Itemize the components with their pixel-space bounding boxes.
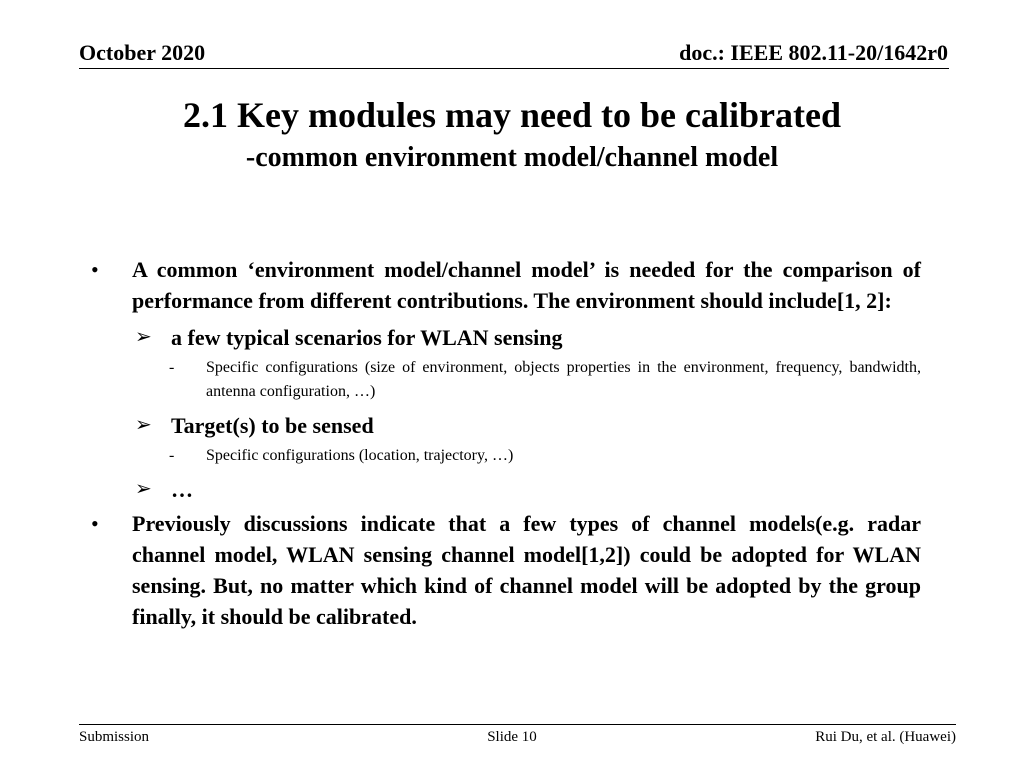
bullet-marker: • [91,257,99,282]
dash-marker: - [169,447,175,464]
footer-divider [79,724,956,725]
subitem-text: a few typical scenarios for WLAN sensing [171,325,563,350]
detail-scenarios [83,356,921,404]
arrow-bullet-icon: ➢ [135,414,152,436]
slide-title: 2.1 Key modules may need to be calibrated [183,95,841,135]
subitem-text: Target(s) to be sensed [171,413,374,438]
detail-text: Specific configurations (size of environment, objects properties in the environment, frequency, bandwidth, antenna configuration, …) [206,359,921,400]
detail-targets [83,444,921,468]
bullet-marker: • [91,511,99,536]
footer-authors: Rui Du, et al. (Huawei) [815,729,956,745]
slide-body [83,254,921,632]
slide-subtitle: -common environment model/channel model [245,142,779,173]
footer-slide-number: Slide 10 [487,729,537,745]
dash-marker: - [169,359,175,376]
bullet-previous-discussions [83,508,921,632]
detail-text: Specific configurations (location, trajectory, …) [206,447,514,464]
subitem-targets [83,410,921,441]
header-date: October 2020 [79,40,206,65]
bullet-text: Previously discussions indicate that a few types of channel models(e.g. radar channel model, WLAN sensing channel model[1,2]) could be adopted for WLAN sensing. But, no matter which kind of channel model will be adopted by the group finally, it should be calibrated. [132,511,921,629]
subitem-ellipsis [83,474,921,505]
subitem-text: … [171,477,193,502]
footer-submission: Submission [79,729,150,745]
arrow-bullet-icon: ➢ [135,478,152,500]
bullet-text: A common ‘environment model/channel model’ is needed for the comparison of performance from different contributions. The environment should include[1, 2]: [132,257,921,313]
header-doc-id: doc.: IEEE 802.11-20/1642r0 [679,40,948,65]
header-divider [79,68,949,69]
subitem-scenarios [83,322,921,353]
bullet-common-model [83,254,921,316]
arrow-bullet-icon: ➢ [135,326,152,348]
